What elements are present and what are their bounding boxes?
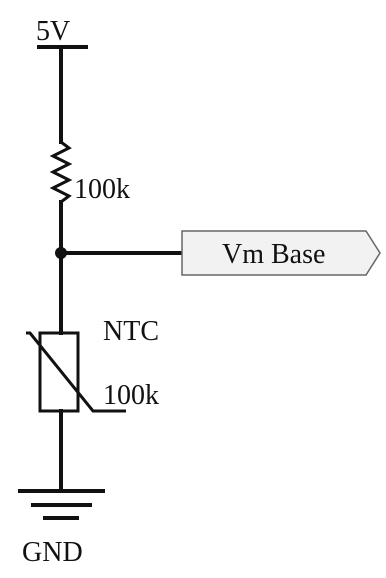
thermistor-body <box>40 333 78 411</box>
supply-label: 5V <box>36 16 71 47</box>
thermistor-value-label: 100k <box>103 380 159 411</box>
resistor-symbol <box>53 142 69 202</box>
thermistor-name-label: NTC <box>103 316 159 347</box>
resistor-value-label: 100k <box>74 174 130 205</box>
ground-label: GND <box>22 537 83 568</box>
output-port-label: Vm Base <box>222 239 326 270</box>
